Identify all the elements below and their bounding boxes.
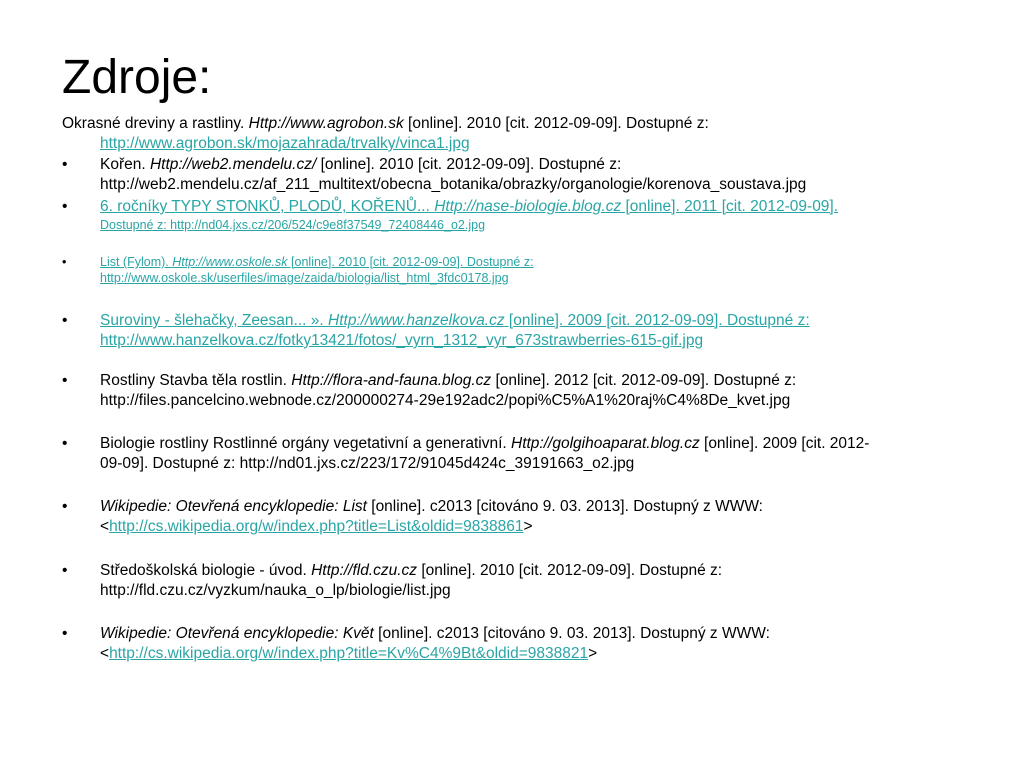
source-entry	[62, 114, 709, 154]
source-site[interactable]: Http://www.oskole.sk	[172, 255, 288, 269]
source-citation: [online]. 2010 [cit. 2012-09-09]. Dostupné z:	[417, 562, 723, 579]
source-site: Wikipedie: Otevřená encyklopedie: Květ	[100, 625, 374, 642]
source-link[interactable]: http://www.agrobon.sk/mojazahrada/trvalky/vinca1.jpg	[100, 135, 470, 152]
angle-bracket-open: <	[100, 645, 110, 662]
source-citation[interactable]: [online]. 2011 [cit. 2012-09-09].	[621, 198, 839, 215]
source-citation[interactable]: [online]. 2009 [cit. 2012-09-09]. Dostupné z:	[504, 312, 810, 329]
source-site[interactable]: Http://www.hanzelkova.cz	[328, 312, 505, 329]
source-site: Wikipedie: Otevřená encyklopedie: List	[100, 498, 367, 515]
source-name: Rostliny Stavba těla rostlin.	[100, 372, 292, 389]
source-name: Kořen.	[100, 156, 150, 173]
source-link[interactable]: http://cs.wikipedia.org/w/index.php?title=Kv%C4%9Bt&oldid=9838821	[109, 645, 589, 662]
source-site: Http://fld.czu.cz	[311, 562, 418, 579]
bullet: •	[62, 312, 68, 329]
source-entry	[62, 561, 962, 601]
angle-bracket-close: >	[523, 518, 533, 535]
source-entry	[62, 624, 962, 664]
bullet: •	[62, 498, 68, 515]
source-name: Biologie rostliny Rostlinné orgány vegetativní a generativní.	[100, 435, 511, 452]
source-url: http://web2.mendelu.cz/af_211_multitext/obecna_botanika/obrazky/organologie/korenova_soustava.jpg	[100, 176, 807, 193]
bullet: •	[62, 625, 68, 642]
source-site: Http://golgihoaparat.blog.cz	[511, 435, 700, 452]
source-entry	[62, 434, 972, 474]
source-citation: [online]. c2013 [citováno 9. 03. 2013]. Dostupný z WWW:	[366, 498, 763, 515]
source-name[interactable]: 6. ročníky TYPY STONKŮ, PLODŮ, KOŘENŮ...	[100, 198, 435, 215]
source-name: Středoškolská biologie - úvod.	[100, 562, 312, 579]
source-citation[interactable]: [online]. 2010 [cit. 2012-09-09]. Dostupné z:	[287, 255, 534, 269]
source-link[interactable]: http://www.hanzelkova.cz/fotky13421/fotos/_vyrn_1312_vyr_673strawberries-615-gif.jpg	[100, 332, 704, 349]
source-citation: [online]. 2009 [cit. 2012-	[699, 435, 870, 452]
angle-bracket-open: <	[100, 518, 110, 535]
bullet: •	[62, 435, 68, 452]
source-entry	[62, 497, 962, 537]
source-entry	[62, 155, 962, 195]
source-link[interactable]: Dostupné z: http://nd04.jxs.cz/206/524/c9e8f37549_72408446_o2.jpg	[100, 218, 486, 232]
source-site: Http://web2.mendelu.cz/	[149, 156, 317, 173]
bullet: •	[62, 372, 68, 389]
source-citation: [online]. c2013 [citováno 9. 03. 2013]. Dostupný z WWW:	[373, 625, 770, 642]
source-url: http://fld.czu.cz/vyzkum/nauka_o_lp/biologie/list.jpg	[100, 582, 451, 599]
bullet: •	[62, 156, 68, 173]
source-entry	[62, 254, 962, 288]
source-url: http://files.pancelcino.webnode.cz/200000274-29e192adc2/popi%C5%A1%20raj%C4%8De_kvet.jpg	[100, 392, 791, 409]
angle-bracket-close: >	[588, 645, 598, 662]
bullet: •	[62, 198, 68, 215]
source-name[interactable]: Suroviny - šlehačky, Zeesan... ».	[100, 312, 329, 329]
source-entry	[62, 311, 962, 351]
source-citation: [online]. 2012 [cit. 2012-09-09]. Dostupné z:	[491, 372, 797, 389]
page-title: Zdroje:	[62, 51, 212, 104]
source-entry	[62, 197, 962, 237]
source-site: Http://www.agrobon.sk	[248, 115, 404, 132]
source-entry	[62, 371, 962, 411]
source-site: Http://flora-and-fauna.blog.cz	[291, 372, 492, 389]
source-site[interactable]: Http://nase-biologie.blog.cz	[434, 198, 622, 215]
bullet: •	[62, 255, 67, 269]
source-name: Okrasné dreviny a rastliny.	[62, 115, 249, 132]
source-name[interactable]: List (Fylom).	[100, 255, 173, 269]
source-url: 09-09]. Dostupné z: http://nd01.jxs.cz/223/172/91045d424c_39191663_o2.jpg	[100, 455, 635, 472]
source-link[interactable]: http://www.oskole.sk/userfiles/image/zaida/biologia/list_html_3fdc0178.jpg	[100, 271, 509, 285]
bullet: •	[62, 562, 68, 579]
source-citation: [online]. 2010 [cit. 2012-09-09]. Dostupné z:	[316, 156, 622, 173]
source-link[interactable]: http://cs.wikipedia.org/w/index.php?title=List&oldid=9838861	[109, 518, 524, 535]
source-citation: [online]. 2010 [cit. 2012-09-09]. Dostupné z:	[403, 115, 709, 132]
